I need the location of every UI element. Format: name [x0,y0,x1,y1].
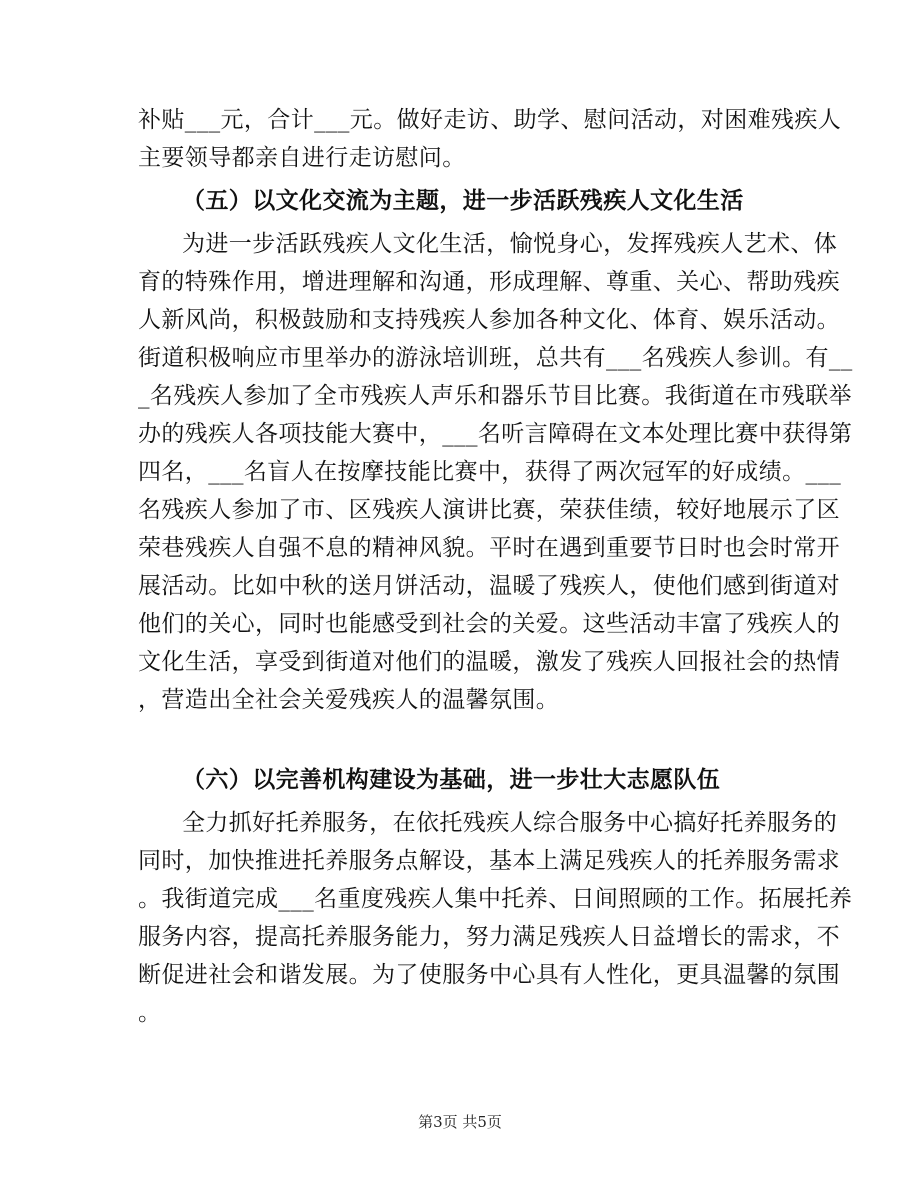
paragraph-line: 他们的关心，同时也能感受到社会的关爱。这些活动丰富了残疾人的 [138,611,840,637]
page-number-footer: 第3页 共5页 [418,1113,502,1131]
paragraph-line: 人新风尚，积极鼓励和支持残疾人参加各种文化、体育、娱乐活动。 [138,307,840,333]
paragraph-line: 。 [138,1000,162,1026]
paragraph-line: 服务内容，提高托养服务能力，努力满足残疾人日益增长的需求，不 [138,924,840,950]
paragraph-line: 荣巷残疾人自强不息的精神风貌。平时在遇到重要节日时也会时常开 [138,535,840,561]
paragraph-line: 育的特殊作用，增进理解和沟通，形成理解、尊重、关心、帮助残疾 [138,269,840,295]
paragraph-line: 街道积极响应市里举办的游泳培训班，总共有___名残疾人参训。有__ [138,345,853,371]
paragraph-line: 展活动。比如中秋的送月饼活动，温暖了残疾人，使他们感到街道对 [138,573,840,599]
paragraph-line: 补贴___元，合计___元。做好走访、助学、慰问活动，对困难残疾人 [138,107,842,133]
paragraph-line: 全力抓好托养服务，在依托残疾人综合服务中心搞好托养服务的 [182,810,838,836]
paragraph-line: 。我街道完成___名重度残疾人集中托养、日间照顾的工作。拓展托养 [138,886,853,912]
paragraph-line: 名残疾人参加了市、区残疾人演讲比赛，荣获佳绩，较好地展示了区 [138,497,840,523]
section-heading-5: （五）以文化交流为主题，进一步活跃残疾人文化生活 [182,187,744,214]
paragraph-line: 四名，___名盲人在按摩技能比赛中，获得了两次冠军的好成绩。___ [138,459,842,485]
paragraph-line: _名残疾人参加了全市残疾人声乐和器乐节目比赛。我街道在市残联举 [138,383,852,409]
paragraph-line: 办的残疾人各项技能大赛中，___名听言障碍在文本处理比赛中获得第 [138,421,853,447]
paragraph-line: 断促进社会和谐发展。为了使服务中心具有人性化，更具温馨的氛围 [138,962,840,988]
paragraph-line: 为进一步活跃残疾人文化生活，愉悦身心，发挥残疾人艺术、体 [182,231,838,257]
paragraph-line: ，营造出全社会关爱残疾人的温馨氛围。 [138,687,560,713]
section-heading-6: （六）以完善机构建设为基础，进一步壮大志愿队伍 [182,766,721,793]
paragraph-line: 同时，加快推进托养服务点解设，基本上满足残疾人的托养服务需求 [138,848,840,874]
paragraph-line: 文化生活，享受到街道对他们的温暖，激发了残疾人回报社会的热情 [138,649,840,675]
paragraph-line: 主要领导都亲自进行走访慰问。 [138,145,466,171]
